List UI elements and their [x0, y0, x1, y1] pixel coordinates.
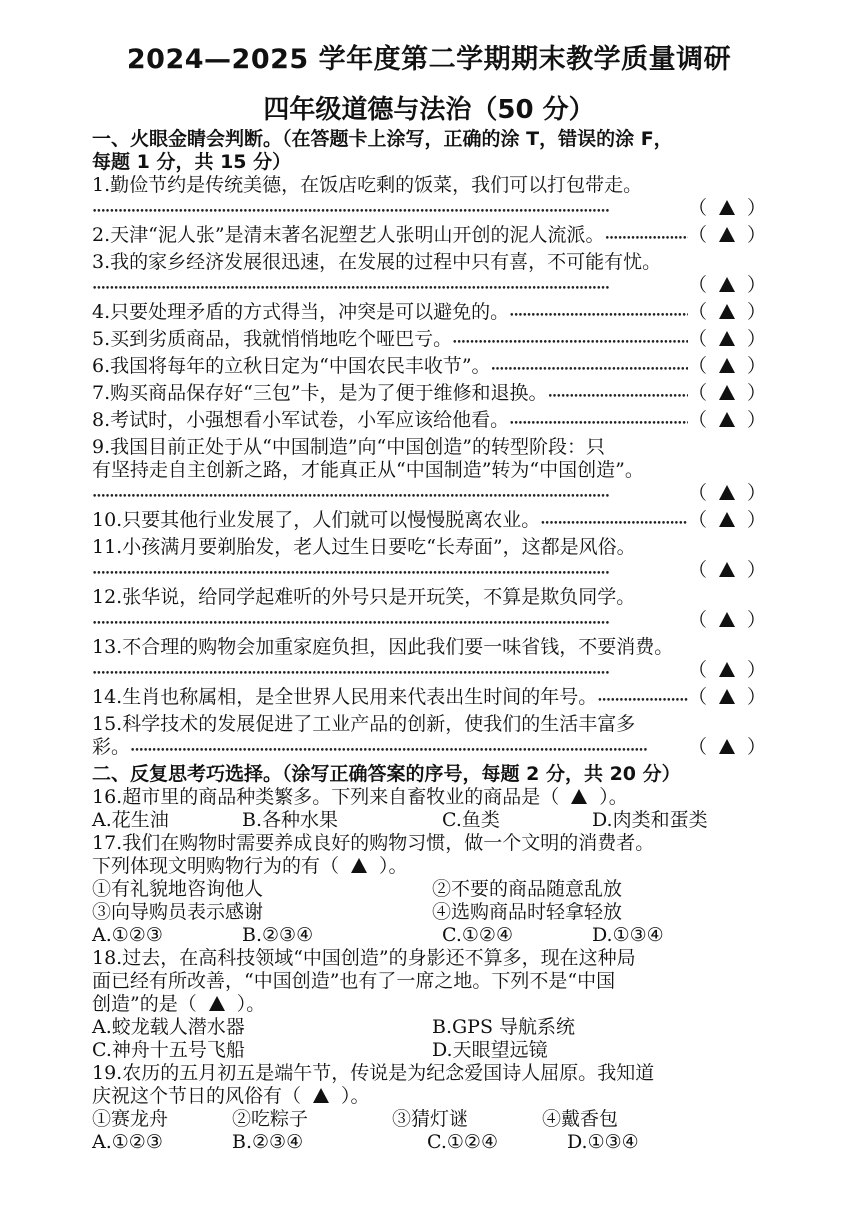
question-17-stem-line1: 17.我们在购物时需要养成良好的购物习惯，做一个文明的消费者。: [92, 832, 655, 854]
question-8-row: [92, 409, 766, 436]
option-c: C.①②④: [427, 1131, 498, 1153]
answer-blank: （ ）: [687, 382, 766, 404]
triangle-icon: [719, 485, 735, 500]
answer-blank: （ ）: [687, 509, 766, 531]
triangle-icon: [209, 996, 225, 1011]
question-19-items: [92, 1108, 766, 1131]
answer-blank: （ ）: [687, 197, 766, 219]
question-18-stem-line3: 创造”的是（ ）。: [92, 993, 266, 1015]
answer-blank: （ ）: [687, 659, 766, 681]
question-17-stem-line2: 下列体现文明购物行为的有（ ）。: [92, 855, 408, 877]
option-d: D.①③④: [567, 1131, 639, 1153]
question-1-text: 1.勤俭节约是传统美德，在饭店吃剩的饭菜，我们可以打包带走。: [92, 174, 643, 196]
answer-blank: （ ）: [687, 274, 766, 296]
triangle-icon: [719, 358, 735, 373]
question-15-row: [92, 736, 766, 763]
option-c: C.神舟十五号飞船: [92, 1039, 245, 1061]
question-18-options-row1: [92, 1016, 766, 1039]
option-a: A.花生油: [92, 809, 169, 831]
option-b: B.各种水果: [242, 809, 339, 831]
item-1: ①赛龙舟: [92, 1108, 169, 1130]
question-1-answer-row: [92, 197, 766, 224]
question-13-answer-row: [92, 659, 766, 686]
option-b: B.②③④: [232, 1131, 304, 1153]
triangle-icon: [719, 227, 735, 242]
answer-blank: （ ）: [687, 736, 766, 758]
triangle-icon: [351, 858, 367, 873]
leader-dots: [92, 609, 688, 636]
option-d: D.①③④: [592, 924, 664, 946]
leader-dots: [540, 509, 688, 536]
triangle-icon: [719, 412, 735, 427]
triangle-icon: [719, 304, 735, 319]
question-11-text: 11.小孩满月要剃胎发，老人过生日要吃“长寿面”，这都是风俗。: [92, 536, 636, 558]
question-6-row: [92, 355, 766, 382]
question-3-text: 3.我的家乡经济发展很迅速，在发展的过程中只有喜，不可能有忧。: [92, 251, 662, 273]
question-18-stem-line2: 面已经有所改善，“中国创造”也有了一席之地。下列不是“中国: [92, 970, 616, 992]
question-15-text-line2: 彩。: [92, 736, 131, 758]
triangle-icon: [719, 739, 735, 754]
answer-blank: （ ）: [687, 409, 766, 431]
leader-dots: [452, 328, 688, 355]
option-a: A.蛟龙载人潜水器: [92, 1016, 245, 1038]
answer-blank: （ ）: [687, 328, 766, 350]
question-9-answer-row: [92, 482, 766, 509]
question-18-stem-line1: 18.过去，在高科技领域“中国创造”的身影还不算多，现在这种局: [92, 947, 636, 969]
option-a: A.①②③: [92, 1131, 163, 1153]
answer-blank: （ ）: [687, 224, 766, 246]
leader-dots: [92, 659, 688, 686]
question-16-options: [92, 809, 766, 832]
option-a: A.①②③: [92, 924, 163, 946]
question-7-row: [92, 382, 766, 409]
answer-blank: （ ）: [687, 355, 766, 377]
question-13-text: 13.不合理的购物会加重家庭负担，因此我们要一味省钱，不要消费。: [92, 636, 674, 658]
question-11-answer-row: [92, 559, 766, 586]
item-2: ②吃粽子: [232, 1108, 309, 1130]
triangle-icon: [719, 612, 735, 627]
triangle-icon: [571, 789, 587, 804]
question-16-stem: 16.超市里的商品种类繁多。下列来自畜牧业的商品是（ ）。: [92, 786, 628, 808]
option-b: B.②③④: [242, 924, 314, 946]
answer-blank: （ ）: [687, 482, 766, 504]
answer-blank: （ ）: [687, 301, 766, 323]
leader-dots: [509, 301, 688, 328]
question-8-text: 8.考试时，小强想看小军试卷，小军应该给他看。: [92, 409, 510, 431]
question-10-text: 10.只要其他行业发展了，人们就可以慢慢脱离农业。: [92, 509, 541, 531]
question-17-items-row2: [92, 901, 766, 924]
exam-title: 2024—2025 学年度第二学期期末教学质量调研: [126, 44, 732, 75]
question-12-text: 12.张华说，给同学起难听的外号只是开玩笑，不算是欺负同学。: [92, 586, 636, 608]
question-14-text: 14.生肖也称属相，是全世界人民用来代表出生时间的年号。: [92, 686, 598, 708]
leader-dots: [491, 355, 688, 382]
option-d: D.天眼望远镜: [432, 1039, 548, 1061]
question-17-items-row1: [92, 878, 766, 901]
question-10-row: [92, 509, 766, 536]
triangle-icon: [719, 200, 735, 215]
question-15-text-line1: 15.科学技术的发展促进了工业产品的创新，使我们的生活丰富多: [92, 713, 636, 735]
item-3: ③向导购员表示感谢: [92, 901, 264, 923]
question-19-stem-line1: 19.农历的五月初五是端午节，传说是为纪念爱国诗人屈原。我知道: [92, 1062, 655, 1084]
question-17-options: [92, 924, 766, 947]
question-2-text: 2.天津“泥人张”是清末著名泥塑艺人张明山开创的泥人流派。: [92, 224, 605, 246]
option-c: C.鱼类: [442, 809, 500, 831]
question-5-text: 5.买到劣质商品，我就悄悄地吃个哑巴亏。: [92, 328, 453, 350]
question-4-row: [92, 301, 766, 328]
leader-dots: [509, 409, 688, 436]
triangle-icon: [313, 1088, 329, 1103]
item-4: ④戴香包: [542, 1108, 619, 1130]
triangle-icon: [719, 512, 735, 527]
question-18-options-row2: [92, 1039, 766, 1062]
triangle-icon: [719, 689, 735, 704]
leader-dots: [92, 197, 688, 224]
leader-dots: [597, 686, 688, 713]
question-2-row: [92, 224, 766, 251]
triangle-icon: [719, 562, 735, 577]
question-9-text-line1: 9.我国目前正处于从“中国制造”向“中国创造”的转型阶段：只: [92, 436, 605, 458]
item-1: ①有礼貌地咨询他人: [92, 878, 264, 900]
question-12-answer-row: [92, 609, 766, 636]
section2-heading: 二、反复思考巧选择。（涂写正确答案的序号，每题 2 分，共 20 分）: [92, 763, 681, 785]
question-14-row: [92, 686, 766, 713]
triangle-icon: [719, 331, 735, 346]
question-19-options: [92, 1131, 766, 1154]
item-2: ②不要的商品随意乱放: [432, 878, 623, 900]
answer-blank: （ ）: [687, 559, 766, 581]
exam-subtitle: 四年级道德与法治（50 分）: [263, 95, 595, 125]
answer-blank: （ ）: [687, 609, 766, 631]
question-19-stem-line2: 庆祝这个节日的风俗有（ ）。: [92, 1085, 370, 1107]
triangle-icon: [719, 277, 735, 292]
question-7-text: 7.购买商品保存好“三包”卡，是为了便于维修和退换。: [92, 382, 548, 404]
option-c: C.①②④: [442, 924, 513, 946]
question-5-row: [92, 328, 766, 355]
triangle-icon: [719, 385, 735, 400]
leader-dots: [92, 482, 688, 509]
leader-dots: [92, 274, 688, 301]
leader-dots: [92, 559, 688, 586]
question-6-text: 6.我国将每年的立秋日定为“中国农民丰收节”。: [92, 355, 491, 377]
leader-dots: [605, 224, 688, 251]
answer-blank: （ ）: [687, 686, 766, 708]
triangle-icon: [719, 662, 735, 677]
section1-heading-line1: 一、火眼金睛会判断。（在答题卡上涂写，正确的涂 T，错误的涂 F，: [92, 128, 673, 150]
leader-dots: [548, 382, 688, 409]
item-3: ③猜灯谜: [392, 1108, 469, 1130]
item-4: ④选购商品时轻拿轻放: [432, 901, 623, 923]
question-9-text-line2: 有坚持走自主创新之路，才能真正从“中国制造”转为“中国创造”。: [92, 459, 644, 481]
question-4-text: 4.只要处理矛盾的方式得当，冲突是可以避免的。: [92, 301, 510, 323]
question-3-answer-row: [92, 274, 766, 301]
option-b: B.GPS 导航系统: [432, 1016, 576, 1038]
option-d: D.肉类和蛋类: [592, 809, 708, 831]
section1-heading-line2: 每题 1 分，共 15 分）: [92, 151, 292, 173]
leader-dots: [130, 736, 688, 763]
